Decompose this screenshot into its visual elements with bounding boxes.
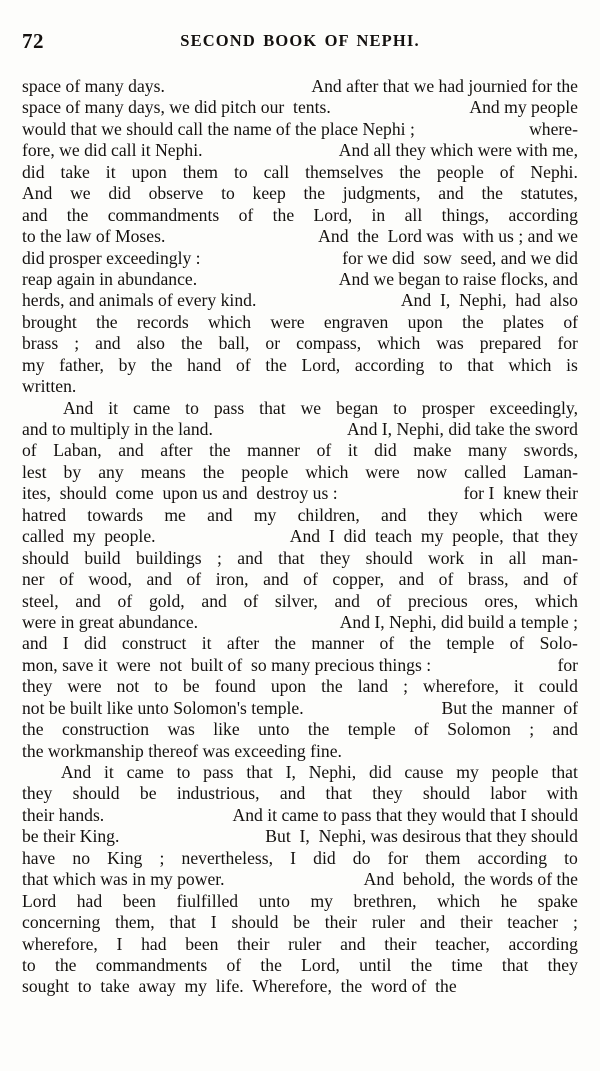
text-line: hatred towards me and my children, and they which were (22, 504, 578, 525)
text-line: written. (22, 376, 77, 397)
text-line: herds, and animals of every kind. And I, Nephi, had also (22, 290, 578, 311)
text-line: that which was in my power. And behold, the words of the (22, 869, 578, 890)
text-line: and the commandments of the Lord, in all things, according (22, 204, 578, 225)
text-line: lest by any means the people which were now called Laman- (22, 461, 578, 482)
text-line: and I did construct it after the manner of the temple of Solo- (22, 633, 578, 654)
text-line: their hands. And it came to pass that they would that I should (22, 804, 578, 825)
page-header (0, 28, 600, 54)
paragraph-indent (22, 762, 48, 783)
text-line: Lord had been fiulfilled unto my brethren, which he spake (22, 890, 578, 911)
text-line: ites, should come upon us and destroy us : for I knew their (22, 483, 578, 504)
page-number: 72 (22, 29, 44, 53)
text-line: were in great abundance. And I, Nephi, did build a temple ; (22, 611, 578, 632)
text-line: should build buildings ; and that they should work in all man- (22, 547, 578, 568)
text-line: not be built like unto Solomon's temple. But the manner of (22, 697, 578, 718)
text-line: And it came to pass that we began to prosper exceedingly, (22, 398, 578, 419)
text-line: be their King. But I, Nephi, was desirous that they should (22, 826, 578, 847)
text-line: And we did observe to keep the judgments, and the statutes, (22, 183, 578, 204)
text-line: would that we should call the name of the place Nephi ; where- (22, 118, 578, 139)
running-head-title: SECOND BOOK OF NEPHI. (180, 31, 420, 50)
text-line: the construction was like unto the temple of Solomon ; and (22, 719, 578, 740)
text-line: they were not to be found upon the land ; wherefore, it could (22, 676, 578, 697)
paragraph-3 (22, 762, 578, 998)
text-line: called my people. And I did teach my people, that they (22, 526, 578, 547)
text-line: space of many days, we did pitch our tents. And my people (22, 97, 578, 118)
text-line: space of many days. And after that we had journied for the (22, 76, 578, 96)
text-line: fore, we did call it Nephi. And all they which were with me, (22, 140, 578, 161)
text-line: my father, by the hand of the Lord, according to that which is (22, 354, 578, 375)
text-line: the workmanship thereof was exceeding fine. (22, 740, 342, 761)
text-line: mon, save it were not built of so many precious things : for (22, 654, 578, 675)
text-line: to the law of Moses. And the Lord was with us ; and we (22, 226, 578, 247)
text-line: have no King ; nevertheless, I did do for them according to (22, 847, 578, 868)
paragraph-1 (22, 76, 578, 398)
text-line: concerning them, that I should be their ruler and their teacher ; (22, 912, 578, 933)
text-line: steel, and of gold, and of silver, and of precious ores, which (22, 590, 578, 611)
text-line: reap again in abundance. And we began to raise flocks, and (22, 268, 578, 289)
text-line: they should be industrious, and that they should labor with (22, 783, 578, 804)
text-line: of Laban, and after the manner of it did make many swords, (22, 440, 578, 461)
text-line: did take it upon them to call themselves the people of Nephi. (22, 161, 578, 182)
text-line: and to multiply in the land. And I, Nephi, did take the sword (22, 419, 578, 439)
text-line: ner of wood, and of iron, and of copper, and of brass, and of (22, 569, 578, 590)
text-line: to the commandments of the Lord, until the time that they (22, 954, 578, 975)
text-line: brought the records which were engraven upon the plates of (22, 311, 578, 332)
text-line: wherefore, I had been their ruler and their teacher, according (22, 933, 578, 954)
text-line: And it came to pass that I, Nephi, did cause my people that (22, 762, 578, 783)
text-line: brass ; and also the ball, or compass, which was prepared for (22, 333, 578, 354)
paragraph-2 (22, 398, 578, 762)
text-line: sought to take away my life. Wherefore, the word of the (22, 976, 457, 997)
body-text (22, 76, 578, 998)
text-line: did prosper exceedingly : for we did sow seed, and we did (22, 247, 578, 268)
paragraph-indent (22, 398, 48, 419)
